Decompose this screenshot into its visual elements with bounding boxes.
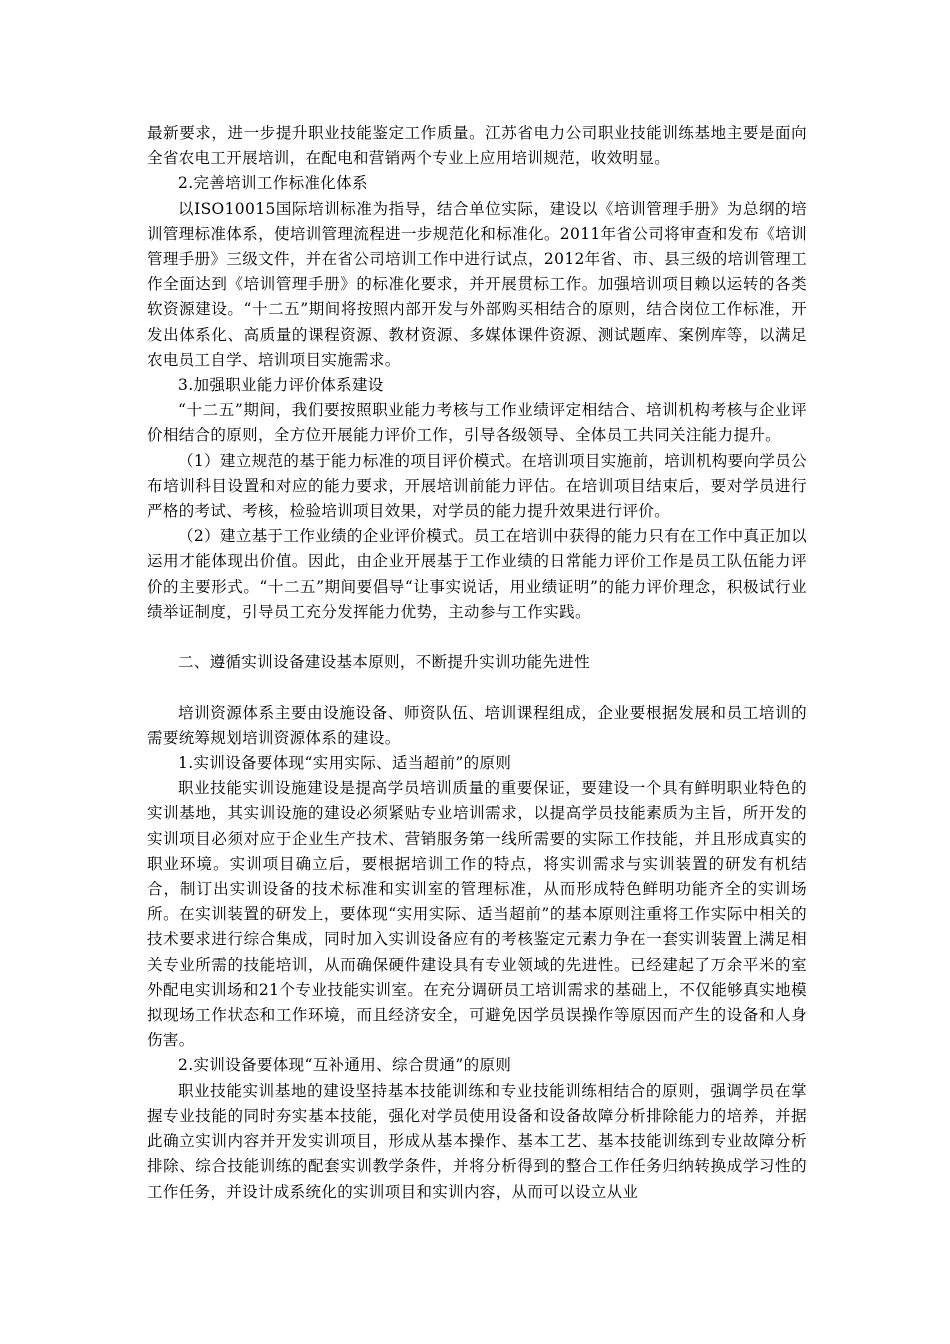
- body-paragraph: 培训资源体系主要由设施设备、师资队伍、培训课程组成，企业要根据发展和员工培训的需要统筹规划培训资源体系的建设。: [147, 703, 807, 747]
- section-heading: 2.实训设备要体现“互补通用、综合贯通”的原则: [178, 1056, 512, 1075]
- body-paragraph: （2）建立基于工作业绩的企业评价模式。员工在培训中获得的能力只有在工作中真正加以运用才能体现出价值。因此，由企业开展基于工作业绩的日常能力评价工作是员工队伍能力评价的主要形式。“十二五”期间要倡导“让事实说话，用业绩证明”的能力评价理念，积极试行业绩举证制度，引导员工充分发挥能力优势，主动参与工作实践。: [147, 527, 807, 621]
- section-heading: 二、遵循实训设备建设基本原则，不断提升实训功能先进性: [178, 653, 591, 672]
- body-paragraph: “十二五”期间，我们要按照职业能力考核与工作业绩评定相结合、培训机构考核与企业评价相结合的原则，全方位开展能力评价工作，引导各级领导、全体员工共同关注能力提升。: [147, 401, 807, 445]
- body-paragraph: （1）建立规范的基于能力标准的项目评价模式。在培训项目实施前，培训机构要向学员公布培训科目设置和对应的能力要求，开展培训前能力评估。在培训项目结束后，要对学员进行严格的考试、考核，检验培训项目效果，对学员的能力提升效果进行评价。: [147, 451, 807, 521]
- document-body: [147, 121, 807, 1205]
- body-paragraph: 最新要求，进一步提升职业技能鉴定工作质量。江苏省电力公司职业技能训练基地主要是面向全省农电工开展培训，在配电和营销两个专业上应用培训规范，收效明显。: [147, 124, 807, 168]
- body-paragraph: 职业技能实训设施建设是提高学员培训质量的重要保证，要建设一个具有鲜明职业特色的实训基地，其实训设施的建设必须紧贴专业培训需求，以提高学员技能素质为主旨，所开发的实训项目必须对应于企业生产技术、营销服务第一线所需要的实际工作技能，并且形成真实的职业环境。实训项目确立后，要根据培训工作的特点，将实训需求与实训装置的研发有机结合，制订出实训设备的技术标准和实训室的管理标准，从而形成特色鲜明功能齐全的实训场所。在实训装置的研发上，要体现“实用实际、适当超前”的基本原则注重将工作实际中相关的技术要求进行综合集成，同时加入实训设备应有的考核鉴定元素力争在一套实训装置上满足相关专业所需的技能培训，从而确保硬件建设具有专业领域的先进性。已经建起了万余平米的室外配电实训场和21个专业技能实训室。在充分调研员工培训需求的基础上，不仅能够真实地模拟现场工作状态和工作环境，而且经济安全，可避免因学员误操作等原因而产生的设备和人身伤害。: [147, 779, 807, 1050]
- body-paragraph: 职业技能实训基地的建设坚持基本技能训练和专业技能训练相结合的原则，强调学员在掌握专业技能的同时夯实基本技能，强化对学员使用设备和设备故障分析排除能力的培养，并据此确立实训内容并开发实训项目，形成从基本操作、基本工艺、基本技能训练到专业故障分析排除、综合技能训练的配套实训教学条件，并将分析得到的整合工作任务归纳转换成学习性的工作任务，并设计成系统化的实训项目和实训内容，从而可以设立从业: [147, 1081, 807, 1201]
- section-heading: 1.实训设备要体现“实用实际、适当超前”的原则: [178, 754, 512, 773]
- section-heading: 3.加强职业能力评价体系建设: [178, 376, 384, 395]
- body-paragraph: 以ISO10015国际培训标准为指导，结合单位实际，建设以《培训管理手册》为总纲的培训管理标准体系，使培训管理流程进一步规范化和标准化。2011年省公司将审查和发布《培训管理手册》三级文件，并在省公司培训工作中进行试点，2012年省、市、县三级的培训管理工作全面达到《培训管理手册》的标准化要求，并开展贯标工作。加强培训项目赖以运转的各类软资源建设。“十二五”期间将按照内部开发与外部购买相结合的原则，结合岗位工作标准，开发出体系化、高质量的课程资源、教材资源、多媒体课件资源、测试题库、案例库等，以满足农电员工自学、培训项目实施需求。: [147, 199, 807, 369]
- section-heading: 2.完善培训工作标准化体系: [178, 174, 368, 193]
- blank-line: [147, 625, 807, 650]
- blank-line: [147, 675, 807, 700]
